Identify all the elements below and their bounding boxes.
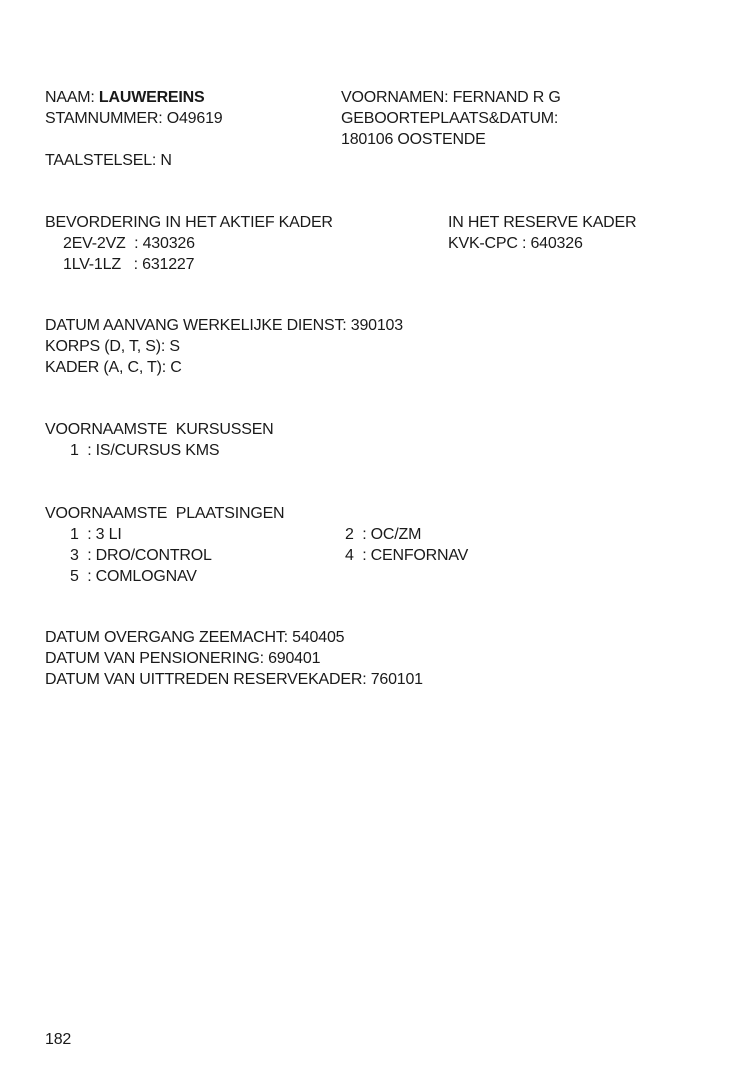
voornamen-line: VOORNAMEN: FERNAND R G xyxy=(341,89,561,106)
kursussen-heading: VOORNAAMSTE KURSUSSEN xyxy=(45,421,274,438)
naam-line xyxy=(45,87,204,108)
bevordering-aktief-line: 2EV-2VZ : 430326 xyxy=(63,235,195,252)
bevordering-aktief-heading: BEVORDERING IN HET AKTIEF KADER xyxy=(45,214,333,231)
datum-uittreden-line: DATUM VAN UITTREDEN RESERVEKADER: 760101 xyxy=(45,671,423,688)
geboorte-value: 180106 OOSTENDE xyxy=(341,131,486,148)
bevordering-aktief-line: 1LV-1LZ : 631227 xyxy=(63,256,195,273)
dienst-korps-line: KORPS (D, T, S): S xyxy=(45,338,180,355)
bevordering-reserve-line: KVK-CPC : 640326 xyxy=(448,235,583,252)
dienst-aanvang-line: DATUM AANVANG WERKELIJKE DIENST: 390103 xyxy=(45,317,403,334)
plaatsing-item: 2 : OC/ZM xyxy=(345,526,422,543)
dienst-kader-line: KADER (A, C, T): C xyxy=(45,359,182,376)
plaatsing-item: 5 : COMLOGNAV xyxy=(70,568,197,585)
geboorte-label: GEBOORTEPLAATS&DATUM: xyxy=(341,110,559,127)
taalstelsel-line: TAALSTELSEL: N xyxy=(45,152,172,169)
kursus-item: 1 : IS/CURSUS KMS xyxy=(70,442,220,459)
page-number: 182 xyxy=(45,1031,72,1048)
datum-pensionering-line: DATUM VAN PENSIONERING: 690401 xyxy=(45,650,321,667)
plaatsing-item: 1 : 3 LI xyxy=(70,526,122,543)
plaatsingen-heading: VOORNAAMSTE PLAATSINGEN xyxy=(45,505,285,522)
naam-label: NAAM: xyxy=(45,89,99,106)
bevordering-reserve-heading: IN HET RESERVE KADER xyxy=(448,214,637,231)
stamnummer-line: STAMNUMMER: O49619 xyxy=(45,110,223,127)
datum-overgang-line: DATUM OVERGANG ZEEMACHT: 540405 xyxy=(45,629,345,646)
naam-value: LAUWEREINS xyxy=(98,89,205,106)
plaatsing-item: 3 : DRO/CONTROL xyxy=(70,547,212,564)
plaatsing-item: 4 : CENFORNAV xyxy=(345,547,469,564)
